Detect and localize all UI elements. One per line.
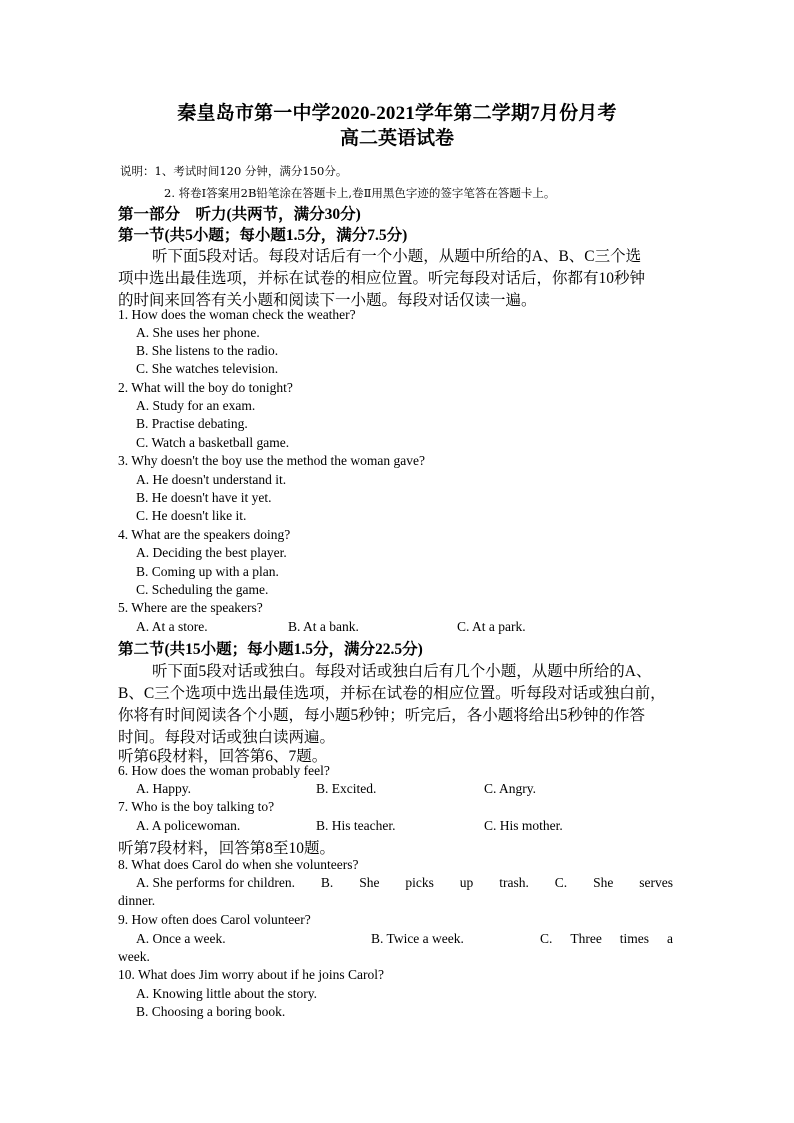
question-2-option-b: B. Practise debating.	[136, 416, 248, 431]
section-one-instruction-line: 听下面5段对话。每段对话后有一个小题，从题中所给的A、B、C三个选	[152, 248, 642, 265]
question-9-option-a: A. Once a week.	[136, 931, 226, 946]
question-8-options-row	[136, 875, 673, 891]
section-two-instruction-line: 时间。每段对话或独白读两遍。	[118, 729, 336, 746]
option-word: times	[619, 931, 650, 946]
question-6-option-c: C. Angry.	[484, 781, 537, 796]
question-7-stem: 7. Who is the boy talking to?	[118, 799, 275, 814]
material-7-header: 听第7段材料，回答第8至10题。	[118, 840, 336, 857]
exam-note-2: 2. 将卷Ⅰ答案用2B铅笔涂在答题卡上,卷Ⅱ用黑色字迹的签字笔答在答题卡上。	[164, 186, 556, 200]
question-1-option-b: B. She listens to the radio.	[136, 343, 279, 358]
section-two-instruction-line: B、C三个选项中选出最佳选项，并标在试卷的相应位置。听每段对话或独白前，	[118, 685, 666, 702]
option-word: picks	[405, 875, 434, 890]
exam-subtitle: 高二英语试卷	[339, 128, 454, 149]
exam-note-1: 说明：1、考试时间120 分钟，满分150分。	[120, 164, 348, 178]
question-10-option-a: A. Knowing little about the story.	[136, 986, 317, 1001]
option-word: C.	[554, 875, 568, 890]
question-2-stem: 2. What will the boy do tonight?	[118, 380, 293, 395]
question-5-option-c: C. At a park.	[457, 619, 526, 634]
question-5-option-a: A. At a store.	[136, 619, 208, 634]
question-1-option-a: A. She uses her phone.	[136, 325, 260, 340]
exam-title: 秦皇岛市第一中学2020-2021学年第二学期7月份月考	[177, 103, 617, 124]
question-1-option-c: C. She watches television.	[136, 361, 279, 376]
question-3-option-c: C. He doesn't like it.	[136, 508, 247, 523]
option-word: C.	[540, 931, 553, 946]
question-4-stem: 4. What are the speakers doing?	[118, 527, 291, 542]
question-9-option-c-row	[540, 931, 673, 947]
question-7-option-c: C. His mother.	[484, 818, 563, 833]
question-5-stem: 5. Where are the speakers?	[118, 600, 263, 615]
question-8-option-c-continued: dinner.	[118, 893, 156, 908]
section-two-instruction-line: 听下面5段对话或独白。每段对话或独白后有几个小题，从题中所给的A、	[152, 663, 652, 680]
question-6-option-b: B. Excited.	[316, 781, 377, 796]
material-6-header: 听第6段材料，回答第6、7题。	[118, 748, 328, 765]
option-word: She	[593, 875, 614, 890]
section-one-header: 第一节(共5小题；每小题1.5分，满分7.5分)	[118, 227, 408, 244]
section-two-header: 第二节(共15小题；每小题1.5分，满分22.5分)	[118, 641, 423, 658]
question-3-option-a: A. He doesn't understand it.	[136, 472, 287, 487]
question-1-stem: 1. How does the woman check the weather?	[118, 307, 356, 322]
question-5-option-b: B. At a bank.	[288, 619, 359, 634]
question-4-option-a: A. Deciding the best player.	[136, 545, 287, 560]
section-two-instruction-line: 你将有时间阅读各个小题，每小题5秒钟；听完后，各小题将给出5秒钟的作答	[118, 707, 646, 724]
option-word: up	[459, 875, 474, 890]
question-2-option-a: A. Study for an exam.	[136, 398, 256, 413]
option-word: B.	[320, 875, 334, 890]
section-one-instruction-line: 项中选出最佳选项，并标在试卷的相应位置。听完每段对话后，你都有10秒钟	[118, 270, 646, 287]
question-8-option-a: A. She performs for children.	[136, 875, 295, 890]
option-word: serves	[639, 875, 673, 890]
question-9-option-b: B. Twice a week.	[371, 931, 464, 946]
option-word: trash.	[499, 875, 529, 890]
question-7-option-b: B. His teacher.	[316, 818, 396, 833]
section-one-instruction-line: 的时间来回答有关小题和阅读下一小题。每段对话仅读一遍。	[118, 292, 537, 309]
question-4-option-b: B. Coming up with a plan.	[136, 564, 279, 579]
question-3-option-b: B. He doesn't have it yet.	[136, 490, 272, 505]
question-6-stem: 6. How does the woman probably feel?	[118, 763, 330, 778]
question-9-stem: 9. How often does Carol volunteer?	[118, 912, 311, 927]
option-word: Three	[570, 931, 602, 946]
question-9-option-c-continued: week.	[118, 949, 150, 964]
question-10-stem: 10. What does Jim worry about if he joins Carol?	[118, 967, 384, 982]
option-word: a	[666, 931, 673, 946]
question-2-option-c: C. Watch a basketball game.	[136, 435, 290, 450]
option-word: She	[359, 875, 380, 890]
question-4-option-c: C. Scheduling the game.	[136, 582, 269, 597]
part-one-header: 第一部分 听力(共两节，满分30分)	[118, 206, 361, 223]
question-10-option-b: B. Choosing a boring book.	[136, 1004, 286, 1019]
question-6-option-a: A. Happy.	[136, 781, 191, 796]
question-8-stem: 8. What does Carol do when she volunteers?	[118, 857, 359, 872]
question-7-option-a: A. A policewoman.	[136, 818, 241, 833]
question-3-stem: 3. Why doesn't the boy use the method the woman gave?	[118, 453, 425, 468]
